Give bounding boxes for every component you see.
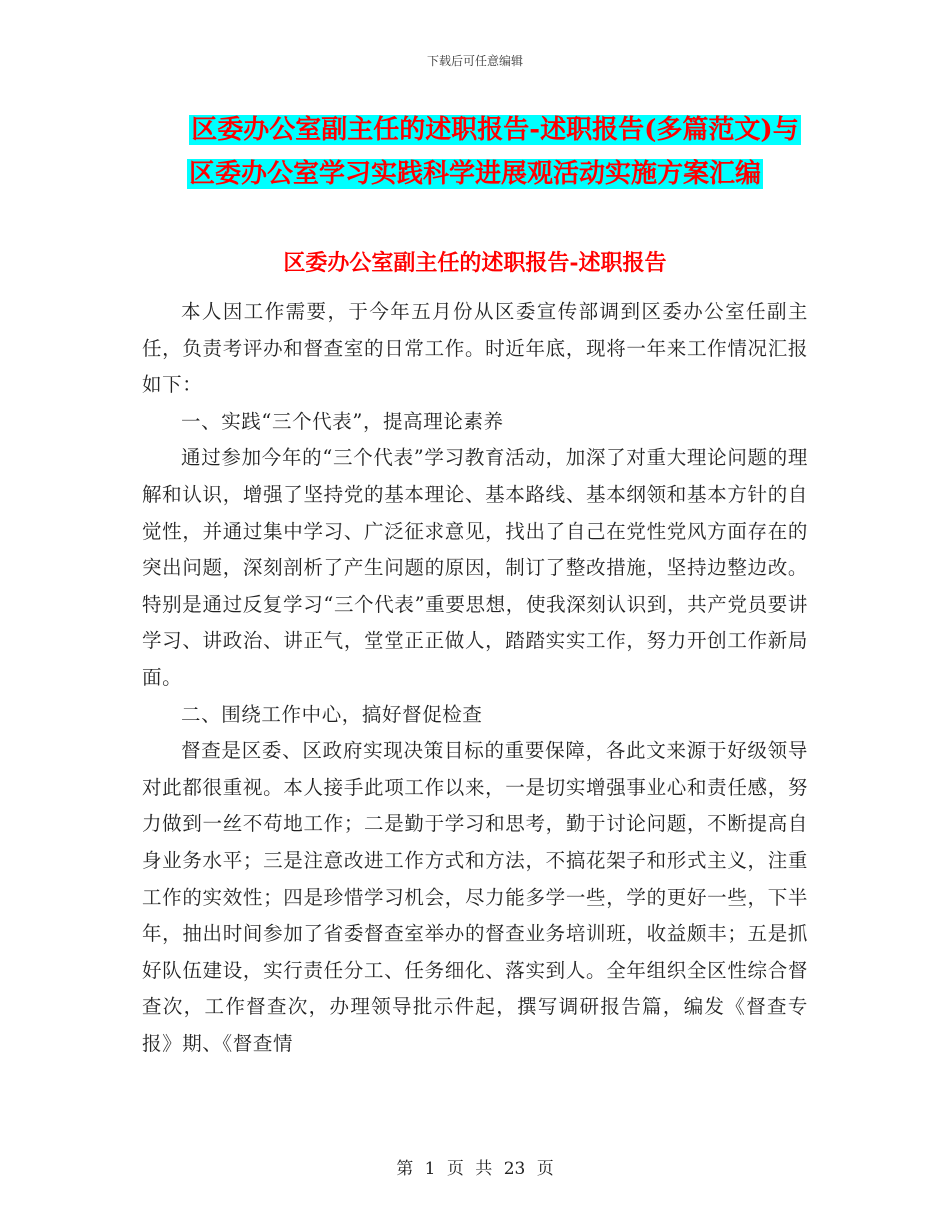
paragraph-2: 督查是区委、区政府实现决策目标的重要保障，各此文来源于好级领导对此都很重视。本人接手此项工作以来，一是切实增强事业心和责任感，努力做到一丝不苟地工作；二是勤于学习和思考，勤于讨论问题，不断提高自身业务水平；三是注意改进工作方式和方法，不搞花架子和形式主义，注重工作的实效性；四是珍惜学习机会，尽力能多学一些，学的更好一些，下半年，抽出时间参加了省委督查室举办的督查业务培训班，收益颇丰；五是抓好队伍建设，实行责任分工、任务细化、落实到人。全年组织全区性综合督查次，工作督查次，办理领导批示件起，撰写调研报告篇，编发《督查专报》期、《督查情 — [142, 739, 808, 1055]
document-title-line-1 — [0, 112, 950, 148]
document-title-line-2 — [0, 156, 950, 192]
page-header-note: 下载后可任意编辑 — [426, 54, 523, 68]
title-line-1-text: 区委办公室副主任的述职报告-述职报告(多篇范文)与 — [191, 115, 799, 145]
paragraph-1: 通过参加今年的“三个代表”学习教育活动，加深了对重大理论问题的理解和认识，增强了坚持党的基本理论、基本路线、基本纲领和基本方针的自觉性，并通过集中学习、广泛征求意见，找出了自己在党性党风方面存在的突出问题，深刻剖析了产生问题的原因，制订了整改措施，坚持边整边改。特别是通过反复学习“三个代表”重要思想，使我深刻认识到，共产党员要讲学习、讲政治、讲正气，堂堂正正做人，踏踏实实工作，努力开创工作新局面。 — [142, 446, 808, 689]
heading-1: 一、实践“三个代表”，提高理论素养 — [181, 409, 504, 433]
body-text — [142, 294, 808, 1062]
heading-2: 二、围绕工作中心，搞好督促检查 — [181, 702, 483, 726]
paragraph-intro: 本人因工作需要，于今年五月份从区委宣传部调到区委办公室任副主任，负责考评办和督查室的日常工作。时近年底，现将一年来工作情况汇报如下： — [142, 300, 808, 397]
page-footer: 第 1 页 共 23 页 — [396, 1159, 554, 1179]
section-title: 区委办公室副主任的述职报告-述职报告 — [283, 250, 667, 276]
title-line-2-text: 区委办公室学习实践科学进展观活动实施方案汇编 — [188, 159, 761, 189]
